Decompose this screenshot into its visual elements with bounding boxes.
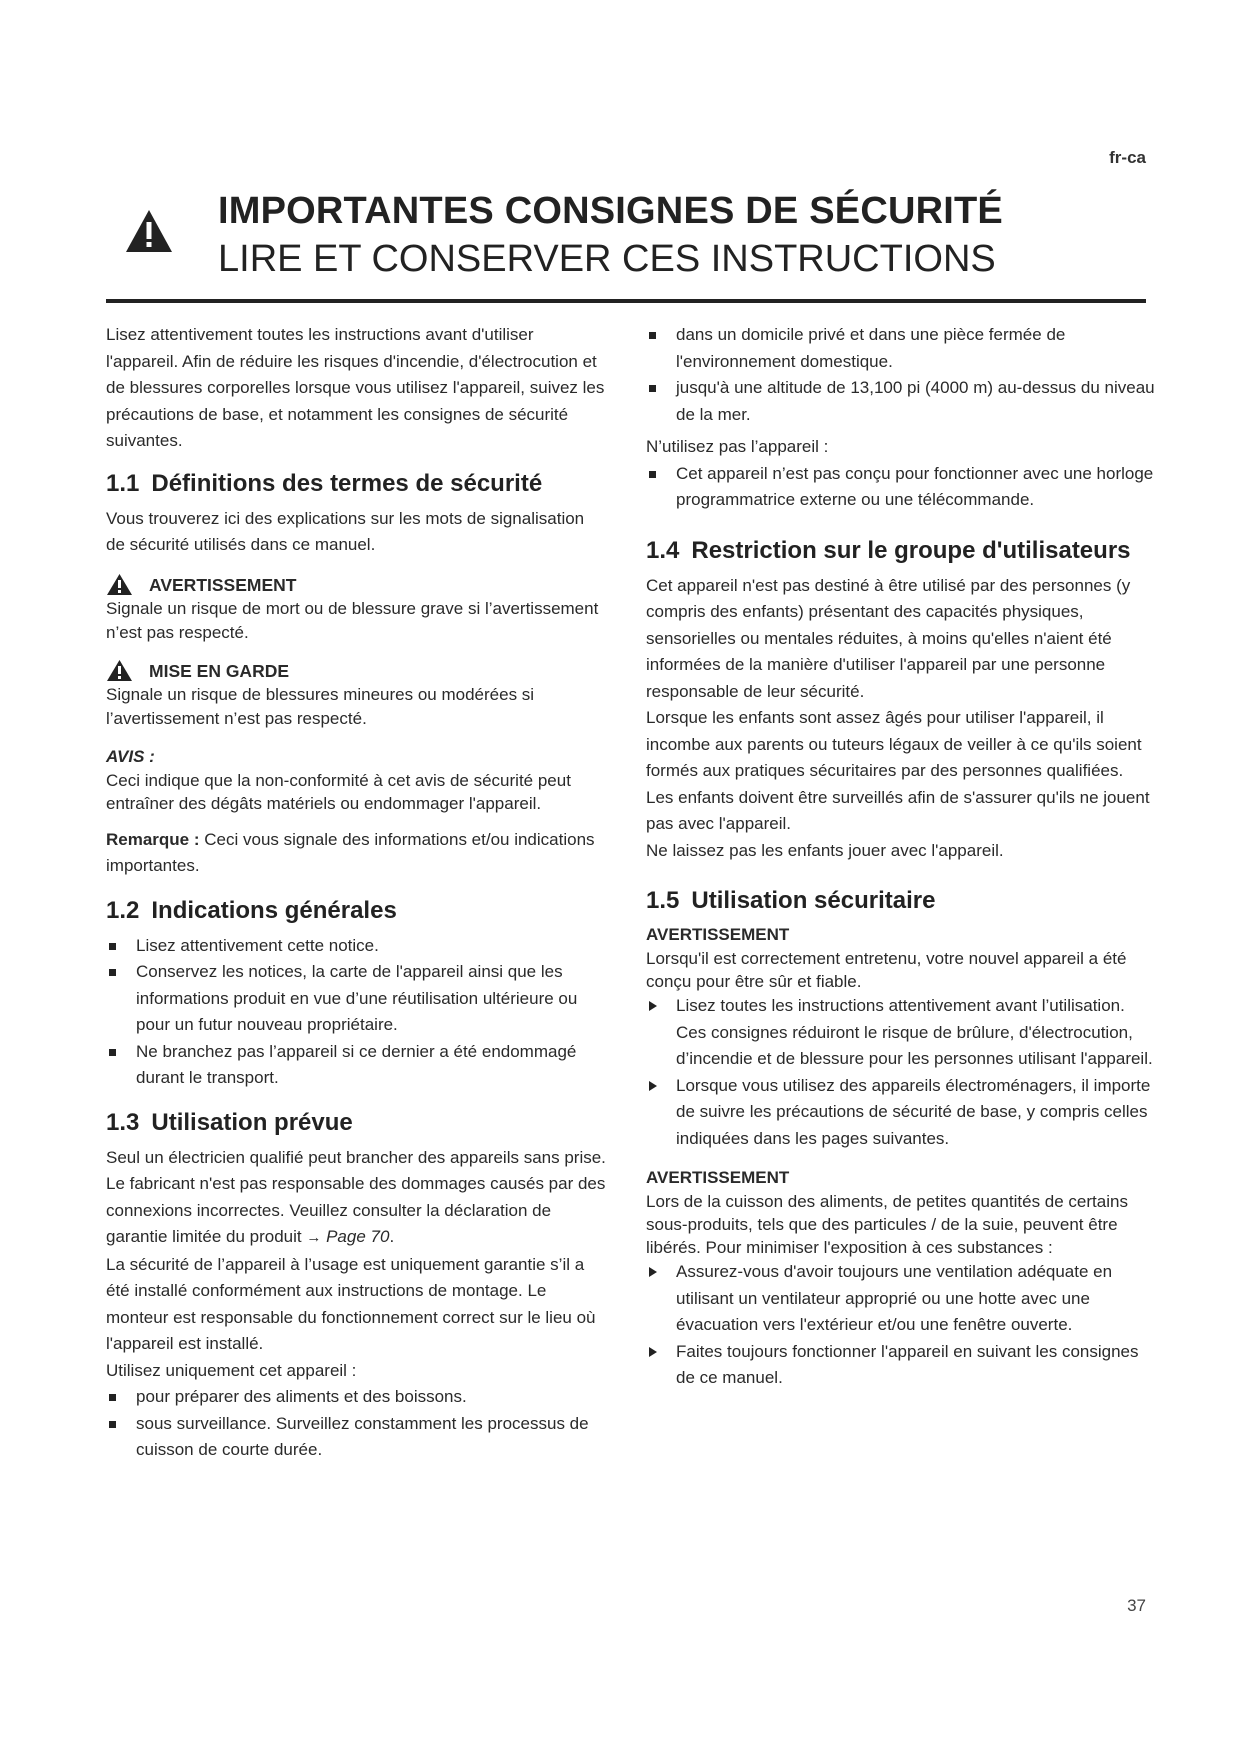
list-item: Lorsque vous utilisez des appareils électroménagers, il importe de suivre les précautions de sécurité de base, y compris celles indiquées dans les pages suivantes.	[646, 1073, 1156, 1153]
section-1-4-paragraph-3: Les enfants doivent être surveillés afin de s'assurer qu'ils ne jouent pas avec l'appareil.	[646, 787, 1150, 833]
left-column	[106, 322, 606, 1464]
list-item: jusqu'à une altitude de 13,100 pi (4000 m) au-dessus du niveau de la mer.	[646, 375, 1156, 428]
section-title: Définitions des termes de sécurité	[151, 469, 543, 497]
list-item: Cet appareil n’est pas conçu pour fonctionner avec une horloge programmatrice externe ou une télécommande.	[646, 461, 1156, 514]
notice-description: Ceci indique que la non-conformité à cet avis de sécurité peut entraîner des dégâts matériels ou endommager l'appareil.	[106, 770, 571, 813]
list-item: Conservez les notices, la carte de l'appareil ainsi que les informations produit en vue d’une réutilisation ultérieure ou pour un futur nouveau propriétaire.	[106, 959, 606, 1039]
list-item: dans un domicile privé et dans une pièce fermée de l'environnement domestique.	[646, 322, 1156, 375]
list-item: pour préparer des aliments et des boissons.	[106, 1384, 606, 1411]
section-1-4-paragraph-1: Cet appareil n'est pas destiné à être utilisé par des personnes (y compris des enfants) présentant des capacités physiques, sensorielles ou mentales réduites, à moins qu'elles n'aient été informées de la manière d'utiliser l'appareil par une personne responsable de leur sécurité.	[646, 575, 1131, 701]
warning-instructions-list	[646, 993, 1156, 1152]
header-rule	[106, 299, 1146, 303]
list-item: Faites toujours fonctionner l'appareil en suivant les consignes de ce manuel.	[646, 1339, 1156, 1392]
paragraph-end: .	[389, 1227, 395, 1246]
list-item: Lisez toutes les instructions attentivement avant l’utilisation. Ces consignes réduiront le risque de brûlure, d'électrocution, d’incendie et de blessure pour les personnes utilisant l'appareil.	[646, 993, 1156, 1073]
caution-description: Signale un risque de blessures mineures ou modérées si l’avertissement n’est pas respecté.	[106, 684, 535, 728]
section-number: 1.2	[106, 896, 140, 924]
section-1-3-paragraph-2: La sécurité de l’appareil à l’usage est uniquement garantie s’il a été installé conformément aux instructions de montage. Le monteur est responsable du fonctionnement correct sur le lieu où l'appareil est installé.	[106, 1254, 596, 1353]
section-number: 1.1	[106, 469, 140, 497]
intro-paragraph: Lisez attentivement toutes les instructions avant d'utiliser l'appareil. Afin de réduire les risques d'incendie, d'électrocution et de blessures corporelles lorsque vous utilisez l'appareil, suivez les précautions de base, et notamment les consignes de sécurité suivantes.	[106, 325, 605, 450]
right-column	[646, 322, 1156, 1392]
section-1-4-paragraph-2: Lorsque les enfants sont assez âgés pour utiliser l'appareil, il incombe aux parents ou tuteurs légaux de veiller à ce qu'ils soient formés aux pratiques sécuritaires par des personnes qualifiées.	[646, 708, 1142, 780]
warning-text: Lorsqu'il est correctement entretenu, votre nouvel appareil a été conçu pour être sûr et fiable.	[646, 949, 1127, 991]
warning-text: Lors de la cuisson des aliments, de petites quantités de certains sous-produits, tels que des particules / de la suie, peuvent être libérés. Pour minimiser l'exposition à ces substances :	[646, 1192, 1128, 1257]
section-1-2-heading	[106, 898, 606, 923]
page-subtitle: LIRE ET CONSERVER CES INSTRUCTIONS	[218, 238, 996, 280]
warning-label: AVERTISSEMENT	[646, 925, 790, 944]
section-1-3-paragraph-4: N’utilisez pas l’appareil :	[646, 437, 829, 456]
intended-use-list-continued	[646, 322, 1156, 428]
warning-label: AVERTISSEMENT	[646, 1168, 790, 1187]
section-number: 1.3	[106, 1108, 140, 1136]
do-not-use-list	[646, 461, 1156, 514]
section-1-3-paragraph-3: Utilisez uniquement cet appareil :	[106, 1360, 357, 1380]
warning-description: Signale un risque de mort ou de blessure grave si l’avertissement n’est pas respecté.	[106, 598, 599, 642]
page-title: IMPORTANTES CONSIGNES DE SÉCURITÉ	[218, 190, 1003, 232]
arrow-icon: →	[306, 1229, 322, 1246]
warning-triangle-icon	[106, 659, 133, 682]
list-item: Lisez attentivement cette notice.	[106, 933, 606, 960]
page-number: 37	[1127, 1596, 1146, 1615]
section-1-1-text: Vous trouverez ici des explications sur les mots de signalisation de sécurité utilisés dans ce manuel.	[106, 508, 585, 554]
section-title: Indications générales	[151, 896, 397, 924]
list-item: Ne branchez pas l’appareil si ce dernier a été endommagé durant le transport.	[106, 1039, 606, 1092]
list-item: Assurez-vous d'avoir toujours une ventilation adéquate en utilisant un ventilateur approprié ou une hotte avec une évacuation vers l'extérieur et/ou une fenêtre ouverte.	[646, 1259, 1156, 1339]
list-item: sous surveillance. Surveillez constamment les processus de cuisson de courte durée.	[106, 1411, 606, 1464]
section-1-4-heading	[646, 538, 1156, 563]
section-title: Utilisation sécuritaire	[691, 887, 936, 914]
paragraph-text: Seul un électricien qualifié peut brancher des appareils sans prise. Le fabricant n'est pas responsable des dommages causés par des connexions incorrectes. Veuillez consulter la déclaration de garantie limitée du produit	[106, 1147, 606, 1246]
page-reference-link[interactable]: Page 70	[326, 1227, 390, 1246]
caution-label	[106, 659, 606, 683]
section-number: 1.5	[646, 887, 680, 914]
warning-label-text: AVERTISSEMENT	[149, 574, 297, 595]
warning-triangle-icon	[124, 208, 174, 254]
section-1-5-heading	[646, 888, 1156, 913]
remark-paragraph	[106, 827, 606, 880]
intended-use-list	[106, 1384, 606, 1464]
notice-label: AVIS :	[106, 746, 155, 766]
warning-label	[106, 573, 606, 597]
section-1-3-heading	[106, 1110, 606, 1135]
general-indications-list	[106, 933, 606, 1092]
remark-label: Remarque :	[106, 829, 200, 849]
section-1-4-paragraph-4: Ne laissez pas les enfants jouer avec l'appareil.	[646, 840, 1004, 860]
caution-label-text: MISE EN GARDE	[149, 660, 290, 681]
language-code: fr-ca	[1109, 148, 1146, 167]
ventilation-instructions-list	[646, 1259, 1156, 1392]
section-title: Restriction sur le groupe d'utilisateurs	[691, 536, 1131, 564]
warning-triangle-icon	[106, 573, 133, 596]
section-1-3-paragraph-1	[106, 1145, 606, 1252]
section-1-1-heading	[106, 471, 606, 496]
remark-text: Ceci vous signale des informations et/ou indications importantes.	[106, 829, 595, 875]
section-number: 1.4	[646, 536, 680, 564]
section-title: Utilisation prévue	[151, 1108, 353, 1136]
